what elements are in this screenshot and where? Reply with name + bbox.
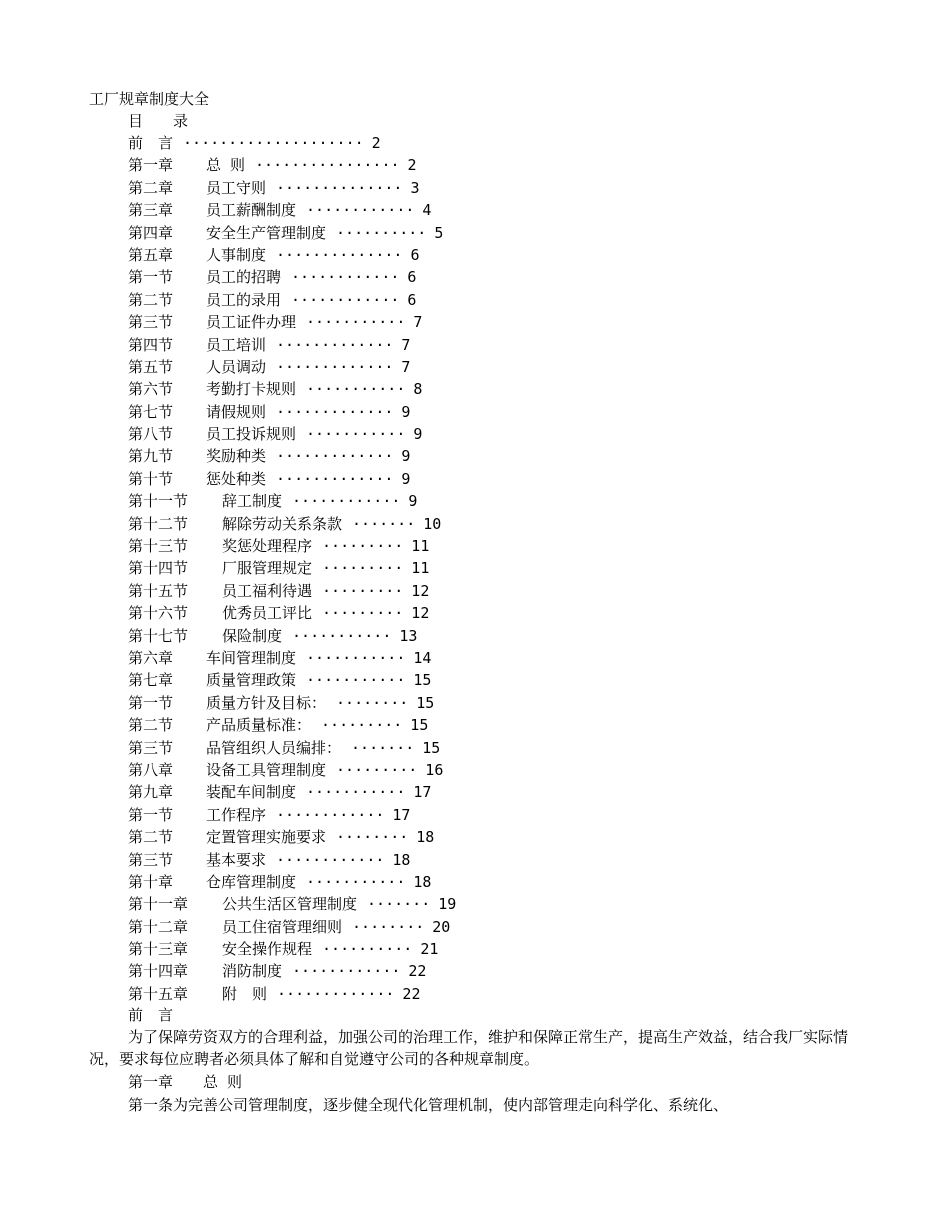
toc-heading: 目 录	[128, 112, 189, 130]
toc-entry-number: 第十节	[128, 469, 174, 488]
toc-entry-page: 20	[432, 917, 451, 936]
toc-entry-page: 3	[410, 178, 420, 197]
toc-entry-leader: ············	[291, 290, 400, 309]
toc-entry-number: 第七节	[128, 402, 174, 421]
toc-entry	[128, 893, 456, 915]
toc-entry-page: 6	[407, 290, 417, 309]
toc-entry-number: 第六节	[128, 380, 174, 399]
toc-entry-page: 10	[423, 514, 442, 533]
toc-entry-page: 9	[408, 492, 418, 511]
toc-entry-title: 辞工制度	[222, 492, 283, 511]
toc-entry-page: 21	[420, 940, 439, 959]
toc-entry	[128, 334, 456, 356]
toc-entry-page: 9	[401, 447, 411, 466]
toc-entry	[128, 423, 456, 445]
table-of-contents	[128, 132, 456, 1005]
toc-entry	[128, 669, 456, 691]
toc-entry	[128, 557, 456, 579]
toc-entry	[128, 781, 456, 803]
toc-entry-leader: ···········	[306, 380, 406, 399]
toc-entry-title: 员工薪酬制度	[206, 201, 297, 220]
toc-entry-leader: ············	[291, 268, 400, 287]
toc-entry-title: 附 则	[222, 984, 268, 1003]
toc-entry-title: 员工的录用	[206, 290, 282, 309]
toc-entry-page: 8	[413, 380, 423, 399]
toc-entry-title: 员工证件办理	[206, 313, 297, 332]
toc-entry-number: 第一节	[128, 805, 174, 824]
toc-entry-page: 2	[371, 134, 381, 152]
toc-entry	[128, 602, 456, 624]
toc-entry	[128, 871, 456, 893]
toc-entry-title: 员工培训	[206, 335, 267, 354]
toc-entry	[128, 154, 456, 176]
toc-entry	[128, 289, 456, 311]
toc-entry-leader: ···········	[306, 425, 406, 444]
toc-entry-leader: ·········	[322, 537, 404, 556]
toc-entry-number: 第一章	[128, 156, 174, 175]
toc-entry-page: 7	[401, 357, 411, 376]
toc-entry-leader: ··············	[276, 178, 403, 197]
toc-entry-number: 第十五节	[128, 581, 189, 600]
toc-entry-title: 产品质量标准：	[206, 716, 312, 735]
toc-entry-title: 装配车间制度	[206, 783, 297, 802]
toc-entry-leader: ··········	[322, 940, 413, 959]
toc-entry-leader: ·········	[322, 581, 404, 600]
toc-entry-page: 4	[422, 201, 432, 220]
toc-entry-page: 11	[411, 559, 430, 578]
toc-entry-title: 考勤打卡规则	[206, 380, 297, 399]
toc-entry-page: 15	[410, 716, 429, 735]
toc-entry-title: 优秀员工评比	[222, 604, 313, 623]
toc-entry-number: 第十章	[128, 872, 174, 891]
toc-entry-number: 第三章	[128, 201, 174, 220]
toc-entry	[128, 401, 456, 423]
toc-entry	[128, 378, 456, 400]
toc-entry-title: 员工住宿管理细则	[222, 917, 343, 936]
toc-entry-leader: ···········	[306, 783, 406, 802]
toc-entry-number: 第十一节	[128, 492, 189, 511]
toc-entry-page: 15	[416, 693, 435, 712]
toc-entry-number: 第十二章	[128, 917, 189, 936]
toc-entry-number: 第六章	[128, 648, 174, 667]
toc-entry-page: 9	[401, 402, 411, 421]
toc-entry-number: 第四节	[128, 335, 174, 354]
toc-entry-title: 安全操作规程	[222, 940, 313, 959]
toc-entry-page: 22	[408, 962, 427, 981]
toc-entry-title: 公共生活区管理制度	[222, 895, 358, 914]
chapter1-heading: 第一章 总 则	[128, 1073, 243, 1091]
toc-entry-page: 17	[392, 805, 411, 824]
toc-entry	[128, 266, 456, 288]
toc-entry	[128, 983, 456, 1005]
toc-entry-leader: ·······	[351, 738, 415, 757]
toc-entry-leader: ·······	[367, 895, 431, 914]
toc-entry-page: 19	[438, 895, 457, 914]
toc-entry-page: 7	[401, 335, 411, 354]
preface-paragraph: 为了保障劳资双方的合理利益，加强公司的治理工作，维护和保障正常生产，提高生产效益，结合我厂实际情况，要求每位应聘者必须具体了解和自觉遵守公司的各种规章制度。	[89, 1028, 849, 1069]
toc-entry-leader: ·············	[276, 357, 394, 376]
toc-entry-title: 解除劳动关系条款	[222, 514, 343, 533]
toc-entry-title: 定置管理实施要求	[206, 828, 327, 847]
toc-entry-number: 第十四节	[128, 559, 189, 578]
toc-entry-leader: ·········	[336, 760, 418, 779]
toc-entry-number: 第五节	[128, 357, 174, 376]
toc-entry-number: 第二章	[128, 178, 174, 197]
toc-entry	[128, 132, 456, 154]
toc-entry-page: 7	[413, 313, 423, 332]
toc-entry-number: 第十一章	[128, 895, 189, 914]
toc-entry	[128, 468, 456, 490]
toc-entry-title: 奖励种类	[206, 447, 267, 466]
toc-entry-page: 12	[411, 604, 430, 623]
toc-entry-leader: ····················	[183, 134, 364, 152]
toc-entry	[128, 356, 456, 378]
toc-entry	[128, 714, 456, 736]
toc-entry-page: 9	[413, 425, 423, 444]
toc-entry-title: 惩处种类	[206, 469, 267, 488]
toc-entry-number: 第十三节	[128, 537, 189, 556]
toc-entry-page: 14	[413, 648, 432, 667]
toc-entry-leader: ········	[336, 693, 409, 712]
toc-entry-leader: ·············	[276, 447, 394, 466]
toc-entry-leader: ·············	[276, 469, 394, 488]
toc-entry-title: 请假规则	[206, 402, 267, 421]
toc-entry-number: 第十五章	[128, 984, 189, 1003]
toc-entry-leader: ·············	[277, 984, 395, 1003]
toc-entry-leader: ············	[292, 962, 401, 981]
toc-entry	[128, 513, 456, 535]
toc-entry-title: 员工福利待遇	[222, 581, 313, 600]
toc-entry	[128, 960, 456, 982]
toc-entry-page: 16	[425, 760, 444, 779]
toc-entry-leader: ············	[276, 805, 385, 824]
toc-entry-leader: ···········	[306, 313, 406, 332]
toc-entry-page: 17	[413, 783, 432, 802]
toc-entry-leader: ···········	[306, 671, 406, 690]
toc-entry-page: 2	[407, 156, 417, 175]
toc-entry-leader: ···········	[306, 648, 406, 667]
toc-entry-title: 质量方针及目标：	[206, 693, 327, 712]
toc-entry-page: 18	[413, 872, 432, 891]
toc-entry-page: 18	[392, 850, 411, 869]
toc-entry-title: 总 则	[206, 156, 246, 175]
toc-entry	[128, 849, 456, 871]
toc-entry	[128, 244, 456, 266]
toc-entry-page: 15	[422, 738, 441, 757]
toc-entry-title: 设备工具管理制度	[206, 760, 327, 779]
toc-entry-number: 第一节	[128, 693, 174, 712]
toc-entry-page: 13	[399, 626, 418, 645]
toc-entry-title: 保险制度	[222, 626, 283, 645]
toc-entry-leader: ········	[352, 917, 425, 936]
toc-entry-leader: ·······	[352, 514, 416, 533]
toc-entry	[128, 826, 456, 848]
toc-entry	[128, 804, 456, 826]
toc-entry-leader: ················	[255, 156, 400, 175]
toc-entry-page: 15	[413, 671, 432, 690]
toc-entry-title: 工作程序	[206, 805, 267, 824]
document-title: 工厂规章制度大全	[89, 90, 210, 108]
toc-entry-number: 第一节	[128, 268, 174, 287]
toc-entry	[128, 938, 456, 960]
toc-entry-leader: ···········	[292, 626, 392, 645]
toc-entry-number: 第八节	[128, 425, 174, 444]
toc-entry-number: 第七章	[128, 671, 174, 690]
toc-entry-leader: ·········	[322, 559, 404, 578]
toc-entry-leader: ··············	[276, 245, 403, 264]
toc-entry-leader: ············	[306, 201, 415, 220]
toc-entry-number: 第二节	[128, 290, 174, 309]
toc-entry-number: 第十四章	[128, 962, 189, 981]
toc-entry-leader: ···········	[306, 872, 406, 891]
toc-entry-title: 安全生产管理制度	[206, 223, 327, 242]
toc-entry	[128, 311, 456, 333]
toc-entry	[128, 535, 456, 557]
toc-entry-leader: ··········	[336, 223, 427, 242]
toc-entry-leader: ·········	[322, 604, 404, 623]
toc-entry	[128, 222, 456, 244]
article1-paragraph: 第一条为完善公司管理制度，逐步健全现代化管理机制，使内部管理走向科学化、系统化、	[128, 1096, 729, 1114]
toc-entry-number: 第五章	[128, 245, 174, 264]
toc-entry-number: 第二节	[128, 828, 174, 847]
toc-entry	[128, 490, 456, 512]
toc-entry-title: 仓库管理制度	[206, 872, 297, 891]
toc-entry	[128, 916, 456, 938]
toc-entry-page: 18	[416, 828, 435, 847]
toc-entry-page: 5	[434, 223, 444, 242]
toc-entry	[128, 177, 456, 199]
toc-entry-page: 6	[410, 245, 420, 264]
toc-entry	[128, 647, 456, 669]
toc-entry-leader: ·············	[276, 335, 394, 354]
toc-entry-title: 员工的招聘	[206, 268, 282, 287]
toc-entry-leader: ············	[276, 850, 385, 869]
toc-entry-number: 第十二节	[128, 514, 189, 533]
toc-entry-leader: ········	[336, 828, 409, 847]
toc-entry-leader: ·············	[276, 402, 394, 421]
toc-entry-number: 第八章	[128, 760, 174, 779]
toc-entry-title: 奖惩处理程序	[222, 537, 313, 556]
toc-entry-number: 第九章	[128, 783, 174, 802]
toc-entry-leader: ·········	[321, 716, 403, 735]
toc-entry-number: 第十七节	[128, 626, 189, 645]
toc-entry-leader: ············	[292, 492, 401, 511]
toc-entry-number: 第三节	[128, 313, 174, 332]
toc-entry-title: 车间管理制度	[206, 648, 297, 667]
toc-entry-title: 基本要求	[206, 850, 267, 869]
toc-entry	[128, 445, 456, 467]
toc-entry-number: 第二节	[128, 716, 174, 735]
toc-entry	[128, 759, 456, 781]
toc-entry-title: 质量管理政策	[206, 671, 297, 690]
toc-entry-number: 第九节	[128, 447, 174, 466]
toc-entry-page: 12	[411, 581, 430, 600]
toc-entry-number: 第四章	[128, 223, 174, 242]
toc-entry-number: 第十三章	[128, 940, 189, 959]
toc-entry-title: 员工投诉规则	[206, 425, 297, 444]
toc-entry	[128, 199, 456, 221]
toc-entry-number: 前 言	[128, 134, 174, 152]
toc-entry	[128, 625, 456, 647]
toc-entry-number: 第十六节	[128, 604, 189, 623]
toc-entry-page: 6	[407, 268, 417, 287]
toc-entry	[128, 580, 456, 602]
toc-entry-page: 9	[401, 469, 411, 488]
toc-entry-title: 消防制度	[222, 962, 283, 981]
toc-entry-title: 厂服管理规定	[222, 559, 313, 578]
toc-entry-title: 品管组织人员编排：	[206, 738, 342, 757]
toc-entry	[128, 737, 456, 759]
preface-heading: 前 言	[128, 1006, 174, 1024]
toc-entry-number: 第三节	[128, 850, 174, 869]
toc-entry-title: 员工守则	[206, 178, 267, 197]
toc-entry-page: 11	[411, 537, 430, 556]
toc-entry-page: 22	[402, 984, 421, 1003]
toc-entry-title: 人事制度	[206, 245, 267, 264]
toc-entry	[128, 692, 456, 714]
toc-entry-title: 人员调动	[206, 357, 267, 376]
toc-entry-number: 第三节	[128, 738, 174, 757]
